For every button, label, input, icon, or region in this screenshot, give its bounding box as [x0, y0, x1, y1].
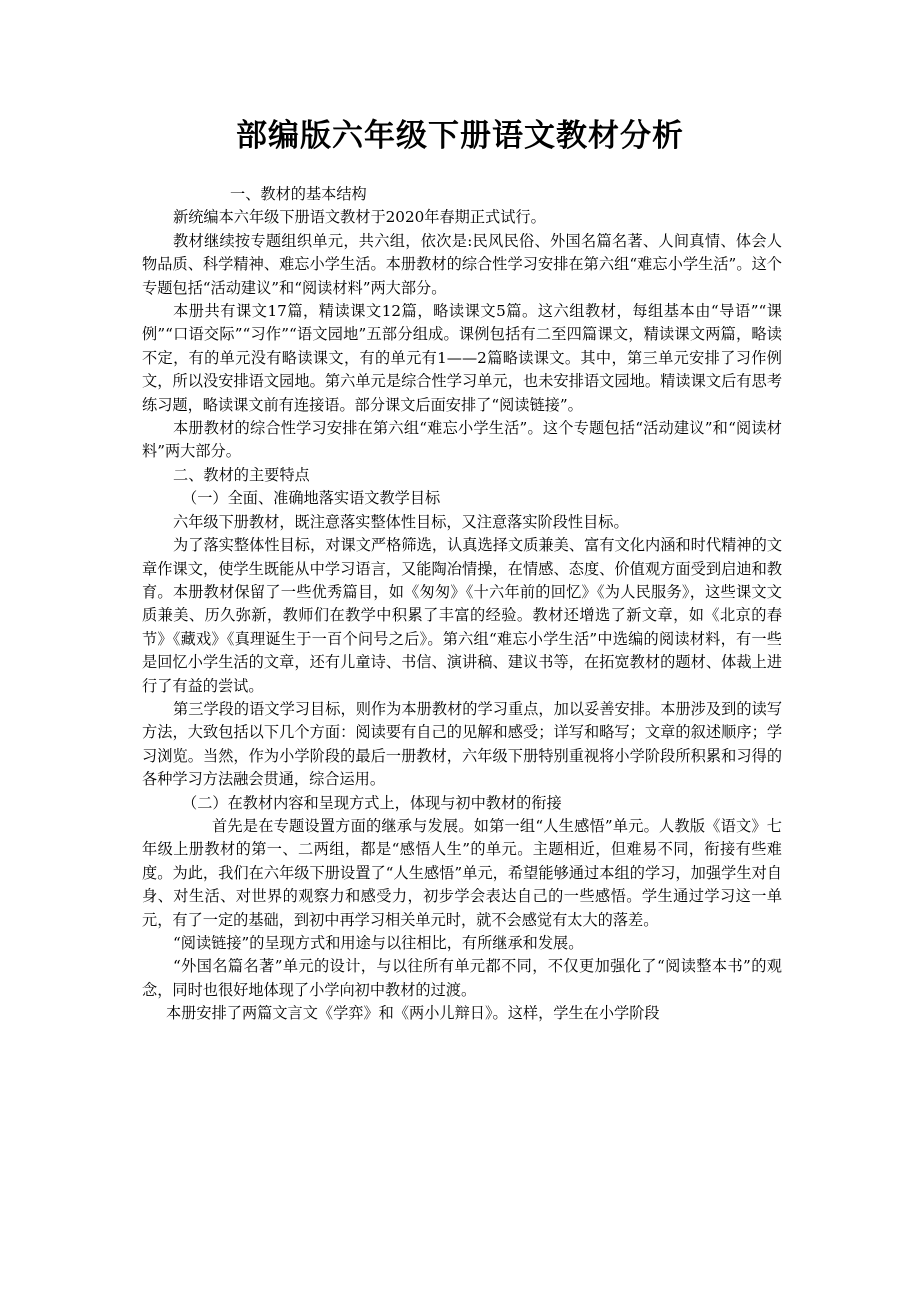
paragraph: 本册安排了两篇文言文《学弈》和《两小儿辩日》。这样，学生在小学阶段: [166, 1004, 660, 1023]
paragraph: “阅读链接”的呈现方式和用途与以往相比，有所继承和发展。: [173, 934, 584, 952]
paragraph: 六年级下册教材，既注意落实整体性目标，又注意落实阶段性目标。: [173, 512, 629, 531]
paragraph: 首先是在专题设置方面的继承与发展。如第一组“人生感悟”单元。人教版《语文》七年级上册教材的第一、二两组，都是“感悟人生”的单元。主题相近，但难易不同，衔接有些难度。为此，我们在六年级下册设置了“人生感悟”单元，希望能够通过本组的学习，加强学生对自身、对生活、对世界的观察力和感受力，初步学会表达自己的一些感悟。学生通过学习这一单元，有了一定的基础，到初中再学习相关单元时，就不会感觉有太大的落差。: [142, 816, 782, 929]
document-body: [142, 183, 782, 1026]
paragraph: 新统编本六年级下册语文教材于2020年春期正式试行。: [173, 208, 546, 227]
paragraph: 本册教材的综合性学习安排在第六组“难忘小学生活”。这个专题包括“活动建议”和“阅读材料”两大部分。: [142, 419, 782, 461]
paragraph: 教材继续按专题组织单元，共六组，依次是:民风民俗、外国名篇名著、人间真情、体会人物品质、科学精神、难忘小学生活。本册教材的综合性学习安排在第六组“难忘小学生活”。这个专题包括“活动建议”和“阅读材料”两大部分。: [142, 231, 782, 297]
subsection-heading-1: （一）全面、准确地落实语文教学目标: [182, 489, 441, 508]
section-heading-structure: 一、教材的基本结构: [230, 185, 367, 203]
paragraph: 为了落实整体性目标，对课文严格筛选，认真选择文质兼美、富有文化内涵和时代精神的文章作课文，使学生既能从中学习语言，又能陶冶情操，在情感、态度、价值观方面受到启迪和教育。本册教材保留了一些优秀篇目，如《匆匆》《十六年前的回忆》《为人民服务》，这些课文文质兼美、历久弥新，教师们在教学中积累了丰富的经验。教材还增选了新文章，如《北京的春节》《藏戏》《真理诞生于一百个问号之后》。第六组“难忘小学生活”中选编的阅读材料，有一些是回忆小学生活的文章，还有儿童诗、书信、演讲稿、建议书等，在拓宽教材的题材、体裁上进行了有益的尝试。: [142, 536, 782, 695]
document-title: 部编版六年级下册语文教材分析: [236, 118, 684, 154]
subsection-heading-2: （二）在教材内容和呈现方式上，体现与初中教材的衔接: [182, 793, 562, 812]
section-heading-features: 二、教材的主要特点: [173, 465, 310, 484]
paragraph: 本册共有课文17篇，精读课文12篇，略读课文5篇。这六组教材，每组基本由“导语”“课例”“口语交际”“习作”“语文园地”五部分组成。课例包括有二至四篇课文，精读课文两篇，略读不定，有的单元没有略读课文，有的单元有1——2篇略读课文。其中，第三单元安排了习作例文，所以没安排语文园地。第六单元是综合性学习单元，也未安排语文园地。精读课文后有思考练习题，略读课文前有连接语。部分课文后面安排了“阅读链接”。: [142, 302, 782, 414]
paragraph: “外国名篇名著”单元的设计，与以往所有单元都不同，不仅更加强化了“阅读整本书”的观念，同时也很好地体现了小学向初中教材的过渡。: [142, 957, 782, 999]
paragraph: 第三学段的语文学习目标，则作为本册教材的学习重点，加以妥善安排。本册涉及到的读写方法，大致包括以下几个方面：阅读要有自己的见解和感受；详写和略写；文章的叙述顺序；学习浏览。当然，作为小学阶段的最后一册教材，六年级下册特别重视将小学阶段所积累和习得的各种学习方法融会贯通，综合运用。: [142, 699, 782, 789]
